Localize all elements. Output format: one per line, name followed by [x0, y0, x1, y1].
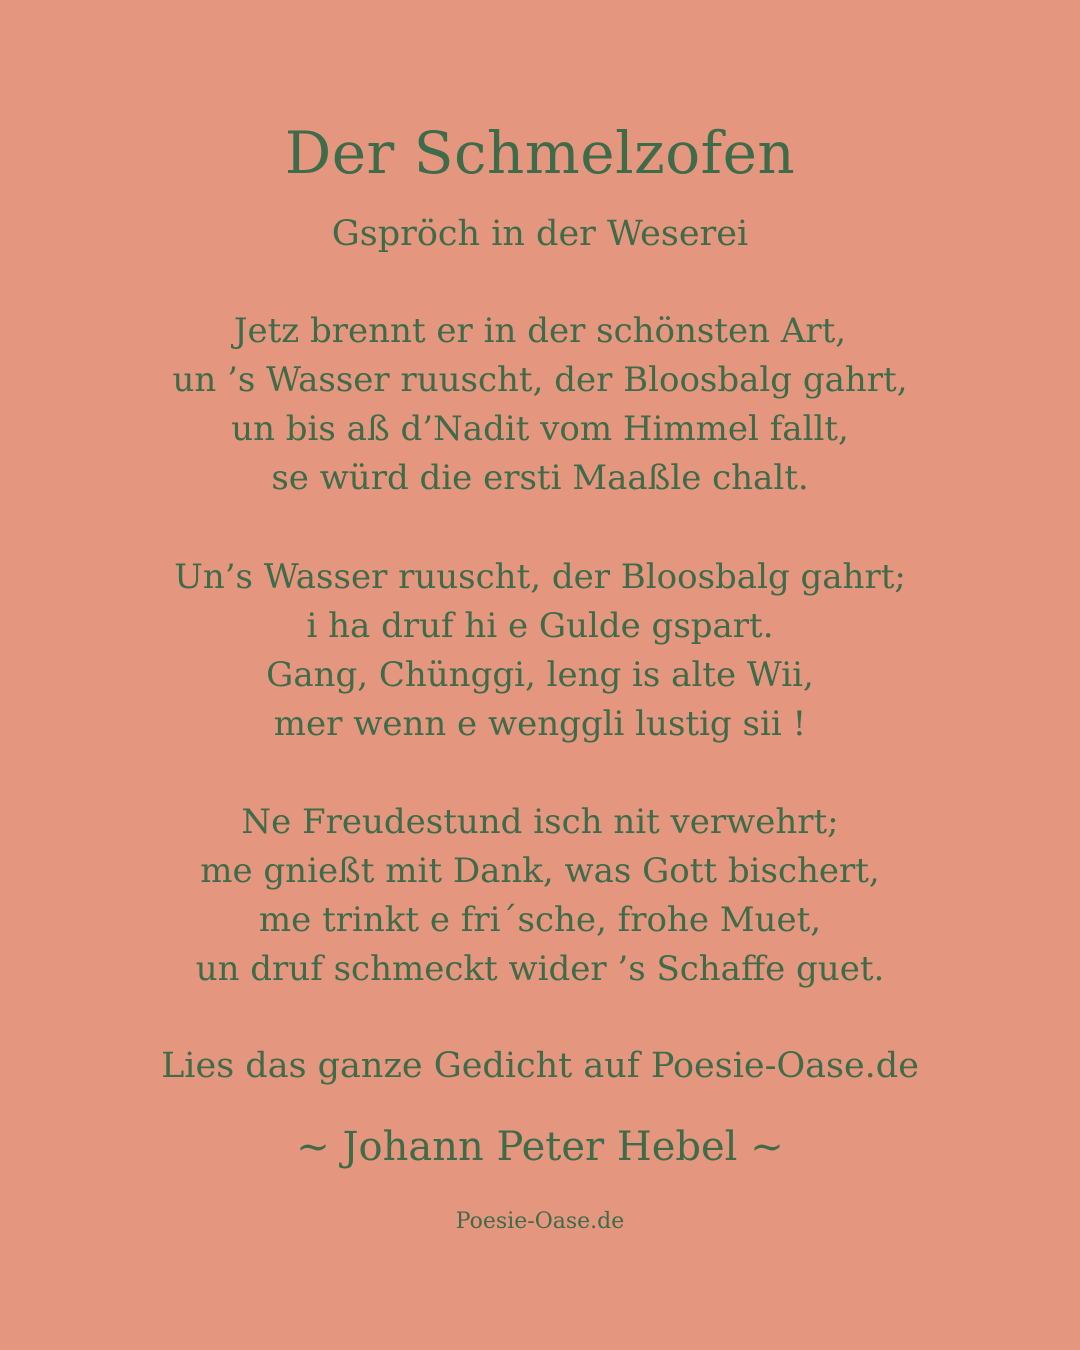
- poem-author: ~ Johann Peter Hebel ~: [296, 1124, 784, 1170]
- poem-title: Der Schmelzofen: [284, 119, 796, 187]
- verse-line: Jetz brennt er in der schönsten Art,: [233, 311, 847, 351]
- verse-line: Ne Freudestund isch nit verwehrt;: [241, 802, 839, 842]
- stanza-1: [0, 307, 1080, 503]
- verse-line: Gang, Chünggi, leng is alte Wii,: [266, 655, 814, 695]
- verse-line: un bis aß d’Nadit vom Himmel fallt,: [231, 409, 849, 449]
- verse-line: me gnießt mit Dank, was Gott bischert,: [200, 851, 880, 891]
- stanza-3: [0, 798, 1080, 994]
- verse-line: un ’s Wasser ruuscht, der Bloosbalg gahrt,: [172, 360, 908, 400]
- verse-line: se würd die ersti Maaßle chalt.: [271, 458, 809, 498]
- verse-line: un druf schmeckt wider ’s Schaffe guet.: [195, 949, 885, 989]
- verse-line: i ha druf hi e Gulde gspart.: [306, 606, 774, 646]
- poem-subtitle: Gspröch in der Weserei: [331, 214, 749, 254]
- stanza-2: [0, 553, 1080, 749]
- verse-line: mer wenn e wenggli lustig sii !: [273, 704, 807, 744]
- site-watermark: Poesie-Oase.de: [455, 1209, 625, 1234]
- read-more-text: Lies das ganze Gedicht auf Poesie-Oase.de: [161, 1046, 919, 1086]
- verse-line: me trinkt e fri´sche, frohe Muet,: [258, 900, 822, 940]
- verse-line: Un’s Wasser ruuscht, der Bloosbalg gahrt;: [174, 557, 906, 597]
